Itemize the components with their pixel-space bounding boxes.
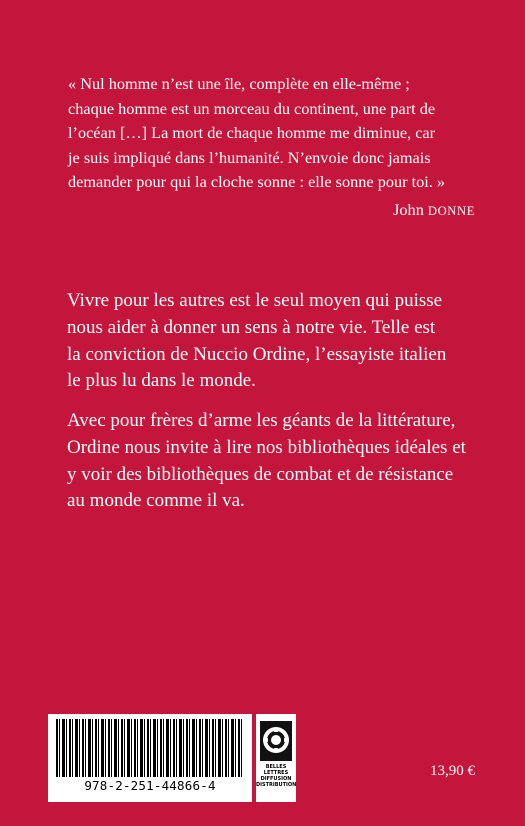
publisher-line: DIFFUSION — [260, 776, 292, 782]
author-last-name: DONNE — [427, 204, 475, 218]
quote-line: demander pour qui la cloche sonne : elle sonne pour toi. » — [68, 172, 446, 191]
paragraph-line: y voir des bibliothèques de combat et de résistance — [67, 463, 454, 485]
paragraph-line: Ordine nous invite à lire nos bibliothèques idéales et — [67, 436, 466, 458]
publisher-line: DISTRIBUTION — [256, 782, 297, 788]
publisher-line: BELLES LETTRES — [263, 764, 289, 776]
paragraph-line: au monde comme il va. — [67, 490, 245, 512]
isbn-barcode — [48, 714, 252, 802]
paragraph-line: le plus lu dans le monde. — [67, 370, 256, 392]
blurb-paragraph-2 — [67, 408, 482, 515]
publisher-name — [256, 764, 296, 788]
quote-line: je suis impliqué dans l’humanité. N’envoie donc jamais — [68, 147, 431, 167]
isbn-number: 978-2-251-44866-4 — [84, 778, 216, 793]
author-first-name: John — [393, 200, 428, 219]
quote-line: chaque homme est un morceau du continent, une part de — [68, 98, 436, 118]
paragraph-line: nous aider à donner un sens à notre vie. Telle est — [67, 316, 436, 338]
epigraph-quote — [68, 72, 473, 195]
publisher-emblem-icon — [259, 720, 293, 762]
blurb-paragraph-1 — [67, 288, 482, 395]
publisher-logo — [256, 714, 296, 802]
quote-line: l’océan […] La mort de chaque homme me diminue, car — [68, 123, 436, 142]
paragraph-line: la conviction de Nuccio Ordine, l’essayiste italien — [67, 343, 447, 365]
price-label: 13,90 € — [430, 763, 475, 779]
barcode-bars — [56, 719, 244, 777]
quote-author — [393, 199, 475, 222]
paragraph-line: Avec pour frères d’arme les géants de la littérature, — [67, 410, 456, 431]
paragraph-line: Vivre pour les autres est le seul moyen qui puisse — [67, 290, 443, 311]
quote-line: « Nul homme n’est une île, complète en elle-même ; — [68, 74, 410, 93]
